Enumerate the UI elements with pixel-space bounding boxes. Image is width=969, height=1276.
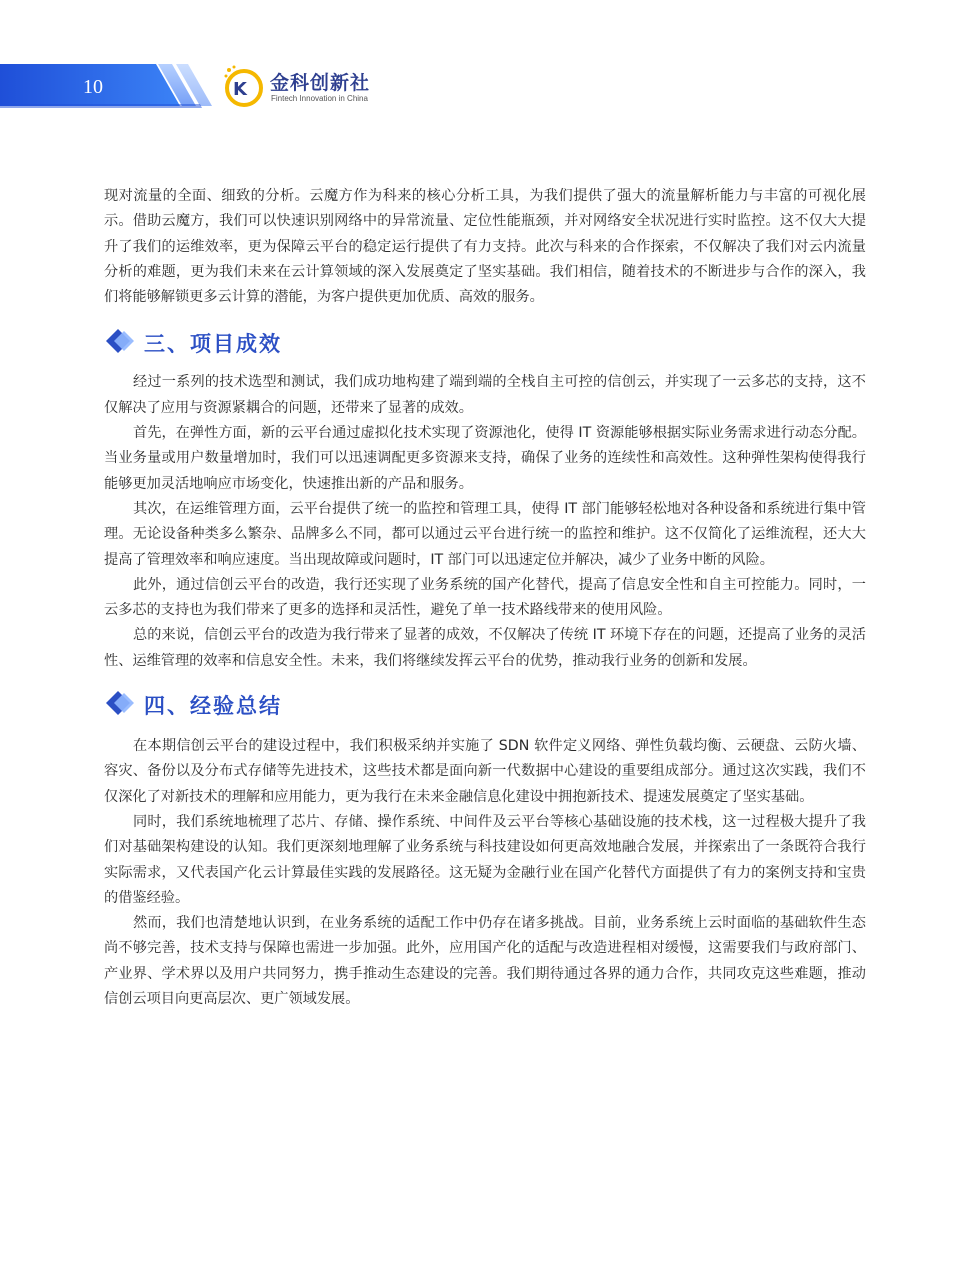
paragraph: 总的来说，信创云平台的改造为我行带来了显著的成效，不仅解决了传统 IT 环境下存在的问题，还提高了业务的灵活性、运维管理的效率和信息安全性。未来，我们将继续发挥云平台的优势，推动我行业务的创新和发展。	[104, 627, 866, 669]
section-4-body	[104, 734, 866, 1012]
section-title: 四、经验总结	[144, 694, 282, 719]
paragraph: 经过一系列的技术选型和测试，我们成功地构建了端到端的全栈自主可控的信创云，并实现了一云多芯的支持，这不仅解决了应用与资源紧耦合的问题，还带来了显著的成效。	[104, 374, 866, 416]
logo-mark-icon	[222, 64, 268, 110]
paragraph: 首先，在弹性方面，新的云平台通过虚拟化技术实现了资源池化，使得 IT 资源能够根据实际业务需求进行动态分配。当业务量或用户数量增加时，我们可以迅速调配更多资源来支持，确保了业务的连续性和高效性。这种弹性架构使得我行能够更加灵活地响应市场变化，快速推出新的产品和服务。	[104, 425, 866, 492]
diamond-bullet-icon	[104, 326, 138, 356]
brand-logo	[222, 64, 372, 110]
logo-subtitle: Fintech Innovation in China	[271, 94, 368, 103]
section-3-body	[104, 370, 866, 674]
logo-title: 金科创新社	[270, 72, 371, 94]
section-heading-4	[104, 684, 866, 724]
paragraph: 此外，通过信创云平台的改造，我行还实现了业务系统的国产化替代，提高了信息安全性和自主可控能力。同时，一云多芯的支持也为我们带来了更多的选择和灵活性，避免了单一技术路线带来的使用风险。	[104, 576, 866, 619]
header-banner	[0, 0, 969, 130]
section-title: 三、项目成效	[144, 332, 282, 357]
page-number: 10	[83, 76, 103, 98]
paragraph: 然而，我们也清楚地认识到，在业务系统的适配工作中仍存在诸多挑战。目前，业务系统上云时面临的基础软件生态尚不够完善，技术支持与保障也需进一步加强。此外，应用国产化的适配与改造进程相对缓慢，这需要我们与政府部门、产业界、学术界以及用户共同努力，携手推动生态建设的完善。我们期待通过各界的通力合作，共同攻克这些难题，推动信创云项目向更高层次、更广领域发展。	[104, 915, 866, 1008]
diamond-bullet-icon	[104, 688, 138, 718]
paragraph: 同时，我们系统地梳理了芯片、存储、操作系统、中间件及云平台等核心基础设施的技术栈，这一过程极大提升了我们对基础架构建设的认知。我们更深刻地理解了业务系统与科技建设如何更高效地融合发展，并探索出了一条既符合我行实际需求，又代表国产化云计算最佳实践的发展路径。这无疑为金融行业在国产化替代方面提供了有力的案例支持和宝贵的借鉴经验。	[104, 813, 866, 906]
svg-text:K: K	[233, 79, 247, 100]
page-body	[104, 184, 866, 1012]
paragraph: 在本期信创云平台的建设过程中，我们积极采纳并实施了 SDN 软件定义网络、弹性负载均衡、云硬盘、云防火墙、容灾、备份以及分布式存储等先进技术，这些技术都是面向新一代数据中心建设的重要组成部分。通过这次实践，我们不仅深化了对新技术的理解和应用能力，更为我行在未来金融信息化建设中拥抱新技术、提速发展奠定了坚实基础。	[104, 738, 866, 805]
paragraph: 其次，在运维管理方面，云平台提供了统一的监控和管理工具，使得 IT 部门能够轻松地对各种设备和系统进行集中管理。无论设备种类多么繁杂、品牌多么不同，都可以通过云平台进行统一的监控和维护。这不仅简化了运维流程，还大大提高了管理效率和响应速度。当出现故障或问题时，IT 部门可以迅速定位并解决，减少了业务中断的风险。	[104, 500, 866, 568]
section-heading-3	[104, 322, 866, 362]
intro-paragraph: 现对流量的全面、细致的分析。云魔方作为科来的核心分析工具，为我们提供了强大的流量解析能力与丰富的可视化展示。借助云魔方，我们可以快速识别网络中的异常流量、定位性能瓶颈，并对网络安全状况进行实时监控。这不仅大大提升了我们的运维效率，更为保障云平台的稳定运行提供了有力支持。此次与科来的合作探索，不仅解决了我们对云内流量分析的难题，更为我们未来在云计算领域的深入发展奠定了坚实基础。我们相信，随着技术的不断进步与合作的深入，我们将能够解锁更多云计算的潜能，为客户提供更加优质、高效的服务。	[104, 188, 866, 306]
page-header	[0, 0, 969, 130]
